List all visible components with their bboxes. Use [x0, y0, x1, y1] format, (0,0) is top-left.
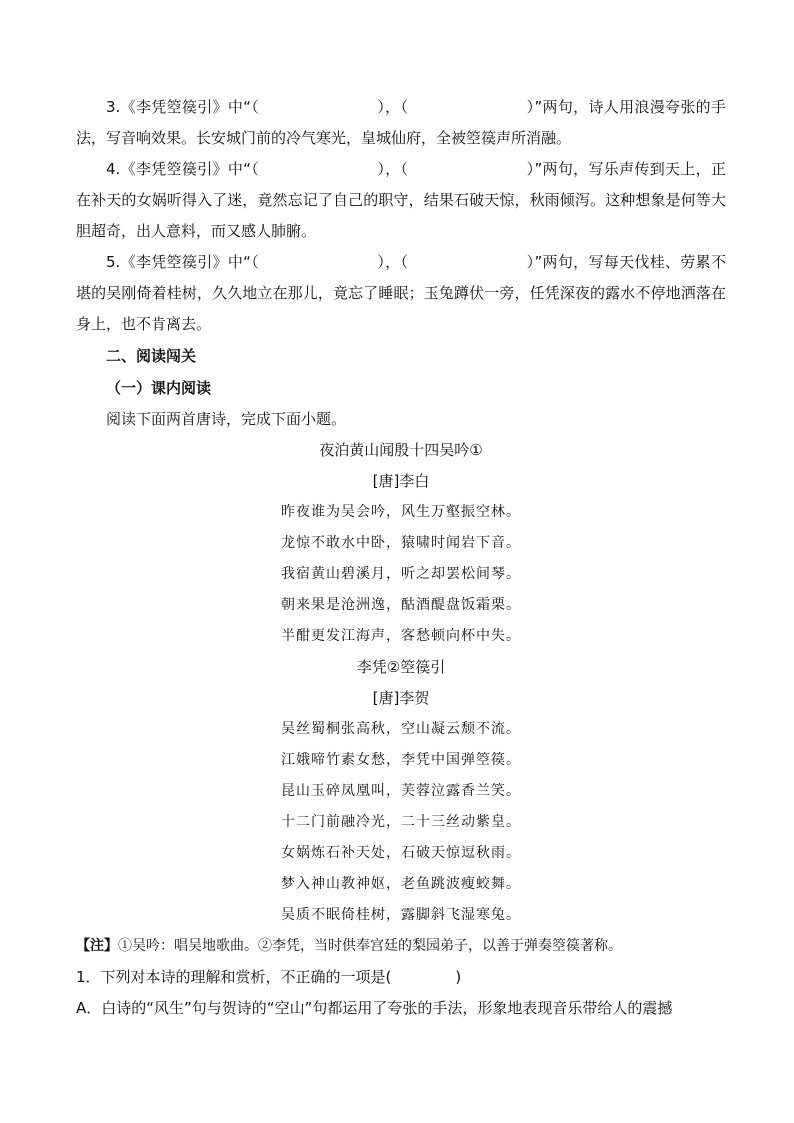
- annotation-note: [76, 931, 726, 962]
- poem1-line: 我宿黄山碧溪月，听之却罢松间琴。: [281, 566, 521, 582]
- question-close: ): [455, 968, 462, 986]
- question-number: 4.: [106, 160, 121, 178]
- reading-instruction: 阅读下面两首唐诗，完成下面小题。: [106, 410, 347, 428]
- document-content: [76, 92, 726, 1024]
- poem2-title: 李凭②箜篌引: [356, 658, 446, 676]
- fill-question-4: 4.《李凭箜篌引》中“（ ），（ ）”两句，写乐声传到天上，正在补天的女娲听得入了迷，竟然忘记了自己的职守，结果石破天惊，秋雨倾泻。这种想象是何等大胆超奇，出人意料，而又感人肺腑。: [76, 160, 726, 240]
- subsection-heading: （一）课内阅读: [106, 379, 212, 397]
- poem1-line: 半酣更发江海声，客愁顿向杯中失。: [281, 628, 521, 644]
- poem2-author: [唐]李贺: [372, 689, 430, 707]
- question-number: 3.: [106, 98, 121, 116]
- question-stem: 1．下列对本诗的理解和赏析，不正确的一项是(: [76, 968, 392, 986]
- poem2-line: 梦入神山教神妪，老鱼跳波瘦蛟舞。: [281, 876, 521, 892]
- poem2-line: 十二门前融冷光，二十三丝动紫皇。: [281, 814, 521, 830]
- poem2-line: 江娥啼竹素女愁，李凭中国弹箜篌。: [281, 752, 521, 768]
- poem2-line: 吴丝蜀桐张高秋，空山凝云颓不流。: [281, 721, 521, 737]
- fill-question-5: 5.《李凭箜篌引》中“（ ），（ ）”两句，写每天伐桂、劳累不堪的吴刚倚着桂树，久久地立在那儿，竟忘了睡眠；玉兔蹲伏一旁，任凭深夜的露水不停地洒落在身上，也不肯离去。: [76, 253, 726, 333]
- poem1-line: 昨夜谁为吴会吟，风生万壑振空林。: [281, 504, 521, 520]
- poem2-line: 昆山玉碎凤凰叫，芙蓉泣露香兰笑。: [281, 783, 521, 799]
- option-a: A．白诗的“风生”句与贺诗的“空山”句都运用了夸张的手法，形象地表现音乐带给人的震撼: [76, 999, 673, 1017]
- poem2-line: 吴质不眠倚桂树，露脚斜飞湿寒兔。: [281, 907, 521, 923]
- note-text: ①吴吟：唱吴地歌曲。②李凭，当时供奉宫廷的梨园弟子，以善于弹奏箜篌著称。: [118, 938, 622, 954]
- mc-question-1: [76, 962, 726, 993]
- question-number: 5.: [106, 253, 121, 271]
- poem1-line: 龙惊不敢水中卧，猿啸时闻岩下音。: [281, 535, 521, 551]
- poem1-line: 朝来果是沧洲逸，酤酒醍盘饭霜栗。: [281, 597, 521, 613]
- section-heading: 二、阅读闯关: [106, 347, 197, 365]
- poem1-title: 夜泊黄山闻殷十四吴吟①: [319, 441, 483, 459]
- poem1-author: [唐]李白: [372, 472, 430, 490]
- fill-question-3: 3.《李凭箜篌引》中“（ ），（ ）”两句，诗人用浪漫夸张的手法，写音响效果。长安城门前的冷气寒光，皇城仙府，全被箜篌声所消融。: [76, 98, 726, 147]
- note-label: 【注】: [76, 938, 118, 954]
- poem2-line: 女娲炼石补天处，石破天惊逗秋雨。: [281, 845, 521, 861]
